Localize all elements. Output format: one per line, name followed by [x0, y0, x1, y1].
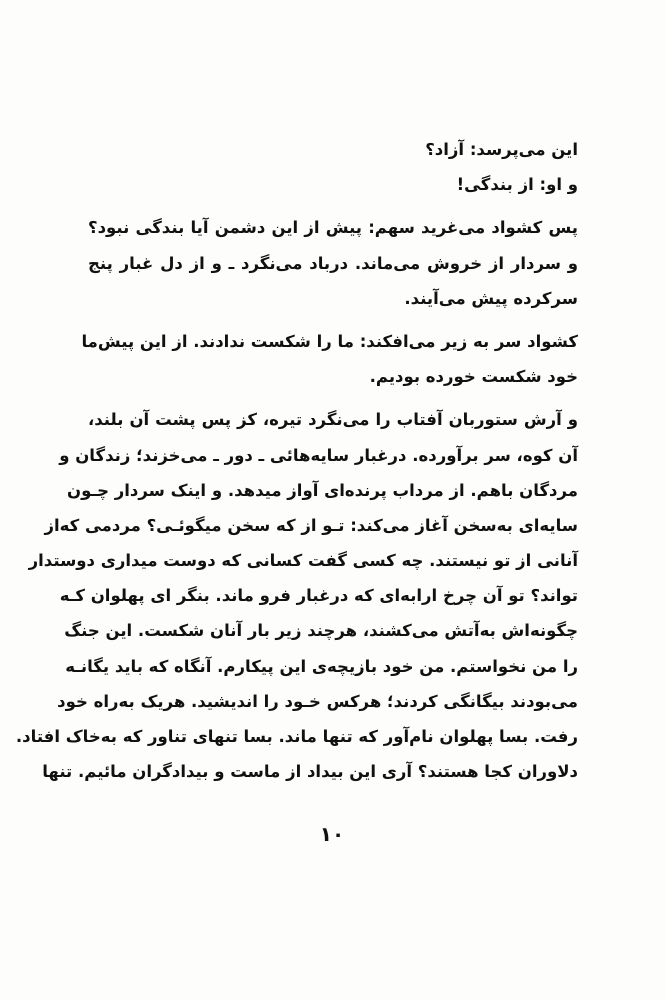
text-line: می‌بودند بیگانگی کردند؛ هرکس خـود را اندیشید. هریک به‌راه خود: [57, 691, 578, 711]
text-line: سایه‌ای به‌سخن آغاز می‌کند: تـو از که سخن میگوئـی؟ مردمی که‌از: [44, 515, 578, 535]
text-line: و او: از بندگی!: [456, 175, 578, 195]
text-line: سرکرده پیش می‌آیند.: [404, 288, 578, 308]
text-line: و آرش ستوربان آفتاب را می‌نگرد تیره، کز پس پشت آن بلند،: [88, 410, 578, 430]
text-line: آن کوه، سر برآورده. درغبار سایه‌هائی ـ دور ـ می‌خزند؛ زندگان و: [59, 445, 578, 465]
page-number: ۱۰: [319, 822, 345, 846]
text-line: تواند؟ تو آن چرخ ارابه‌ای که درغبار فرو ماند. بنگر ای پهلوان کـه: [59, 586, 578, 606]
text-line: پس کشواد می‌غرید سهم: پیش از این دشمن آیا بندگی نبود؟: [88, 218, 578, 238]
paragraph: [81, 324, 578, 394]
text-line: کشواد سر به زیر می‌افکند: ما را شکست ندادند. از این پیش‌ما: [81, 331, 578, 351]
text-line: آنانی از تو نیستند. چه کسی گفت کسانی که دوست میداری دوستدار: [28, 551, 578, 571]
paragraph: [88, 167, 578, 202]
paragraph: [15, 402, 578, 789]
text-line: دلاوران کجا هستند؟ آری این بیداد از ماست و بیدادگران مائیم. تنها: [42, 762, 578, 782]
text-line: چگونه‌اش به‌آتش می‌کشند، هرچند زیر بار آنان شکست. این جنگ: [64, 621, 578, 641]
text-line: را من نخواستم. من خود بازیچه‌ی این پیکارم. آنگاه که باید یگانـه: [65, 656, 578, 676]
body-text: [15, 132, 578, 789]
text-line: و سردار از خروش می‌ماند. درباد می‌نگرد ـ و از دل غبار پنج: [88, 253, 578, 273]
text-line: این می‌پرسد: آزاد؟: [425, 140, 578, 159]
text-line: رفت. بسا پهلوان نام‌آور که تنها ماند. بسا تنهای تناور که به‌خاک افتاد.: [15, 727, 578, 746]
text-line: مردگان باهم. از مرداب پرنده‌ای آواز میدهد. و اینک سردار چـون: [67, 480, 578, 500]
paragraph: [88, 132, 578, 167]
text-line: خود شکست خورده بودیم.: [369, 367, 578, 387]
paragraph: [88, 210, 578, 316]
